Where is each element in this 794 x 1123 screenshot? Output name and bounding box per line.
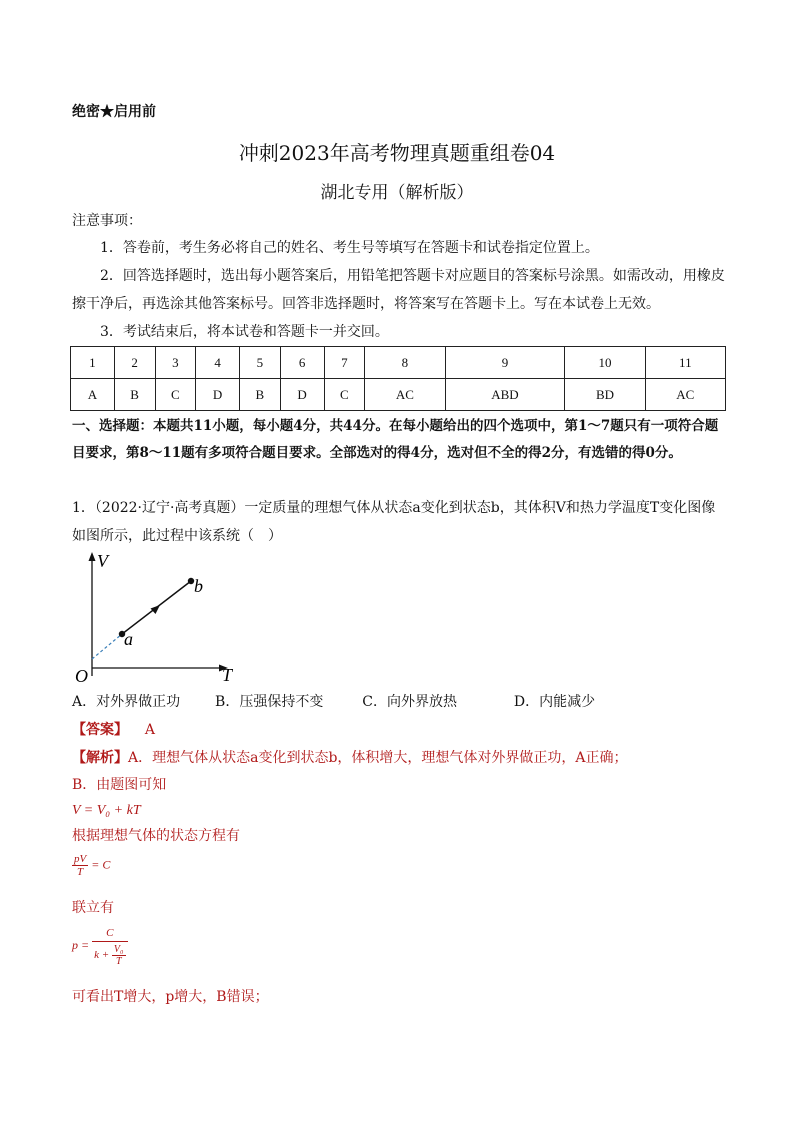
extrapolation-line [92,634,122,659]
direction-arrow-icon [151,605,161,614]
table-cell: D [280,379,324,411]
page-subtitle: 湖北专用（解析版） [320,183,474,203]
table-cell: 10 [565,347,645,379]
answer-value: A [144,722,156,738]
origin-label: O [75,666,88,686]
analysis-line: 联立有 [72,900,114,916]
option-b: B．压强保持不变 [215,694,324,710]
v-axis-arrow [89,552,96,561]
formula-pressure [72,925,128,967]
options-row [72,691,595,713]
analysis-line: B．由题图可知 [72,777,167,793]
notice-item: 2．回答选择题时，选出每小题答案后，用铅笔把答题卡对应题目的答案标号涂黑。如需改动，用橡皮擦干净后，再选涂其他答案标号。回答非选择题时，将答案写在答题卡上。写在本试卷上无效。 [72,268,725,312]
answer-label: 【答案】 [72,722,128,738]
table-cell: 8 [365,347,445,379]
table-cell: BD [565,379,645,411]
analysis-label: 【解析】 [72,750,128,766]
answer-table-answer-row [71,379,726,411]
fraction-numerator: C [92,925,127,942]
t-axis-label: T [222,665,233,685]
page-title: 冲刺2023年高考物理真题重组卷04 [238,141,556,165]
table-cell: B [114,379,155,411]
fraction [92,925,127,967]
section-intro: 一、选择题：本题共11小题，每小题4分，共44分。在每小题给出的四个选项中，第1～7题只有一项符合题目要求，第8～11题有多项符合题目要求。全部选对的得4分，选对但不全的得2分，有选错的得0分。 [72,418,719,461]
analysis-line: 根据理想气体的状态方程有 [72,828,240,844]
answer-table [70,346,726,411]
answer-table-number-row [71,347,726,379]
option-a: A．对外界做正功 [72,694,181,710]
table-cell: B [240,379,281,411]
inner-denominator: T [115,956,122,967]
formula-rhs: = C [91,857,111,872]
option-d: D．内能减少 [513,694,596,710]
table-cell: 1 [71,347,115,379]
table-cell: AC [645,379,725,411]
notice-item: 3．考试结束后，将本试卷和答题卡一并交回。 [100,324,389,340]
table-cell: 6 [280,347,324,379]
confidential-mark: 绝密★启用前 [72,104,156,120]
notice-heading: 注意事项： [72,213,142,229]
answer-line [72,719,155,741]
point-a-label: a [124,629,133,649]
v-axis-label: V [97,551,108,571]
table-cell: 7 [324,347,365,379]
fraction-numerator: pV [74,853,87,865]
analysis-line [72,747,732,769]
inner-numerator: V₀ [113,944,124,955]
vt-graph [70,550,240,688]
notice-item: 1．答卷前，考生务必将自己的姓名、考生号等填写在答题卡和试卷指定位置上。 [100,240,599,256]
table-cell: C [324,379,365,411]
option-c: C．向外界放热 [362,694,457,710]
denominator-k: k + [94,949,110,962]
question-stem: 1．（2022·辽宁·高考真题）一定质量的理想气体从状态a变化到状态b，其体积V和热力学温度T变化图像如图所示，此过程中该系统（ ） [72,500,716,544]
formula-state-equation [72,853,110,878]
analysis-text: A．理想气体从状态a变化到状态b，体积增大，理想气体对外界做正功，A正确； [128,750,628,766]
table-cell: 9 [445,347,565,379]
analysis-line: 可看出T增大，p增大，B错误； [72,989,269,1005]
table-cell: 4 [196,347,240,379]
table-cell: 11 [645,347,725,379]
table-cell: A [71,379,115,411]
table-cell: 2 [114,347,155,379]
table-cell: C [155,379,196,411]
table-cell: AC [365,379,445,411]
formula-lhs: p = [72,937,90,952]
fraction-denominator: T [77,866,84,878]
inner-fraction [112,944,126,967]
table-cell: ABD [445,379,565,411]
formula-linear: V = V₀ + kT [72,803,141,818]
table-cell: 3 [155,347,196,379]
table-cell: 5 [240,347,281,379]
fraction [72,853,88,878]
point-b-label: b [194,576,203,596]
table-cell: D [196,379,240,411]
fraction-denominator [92,942,127,967]
